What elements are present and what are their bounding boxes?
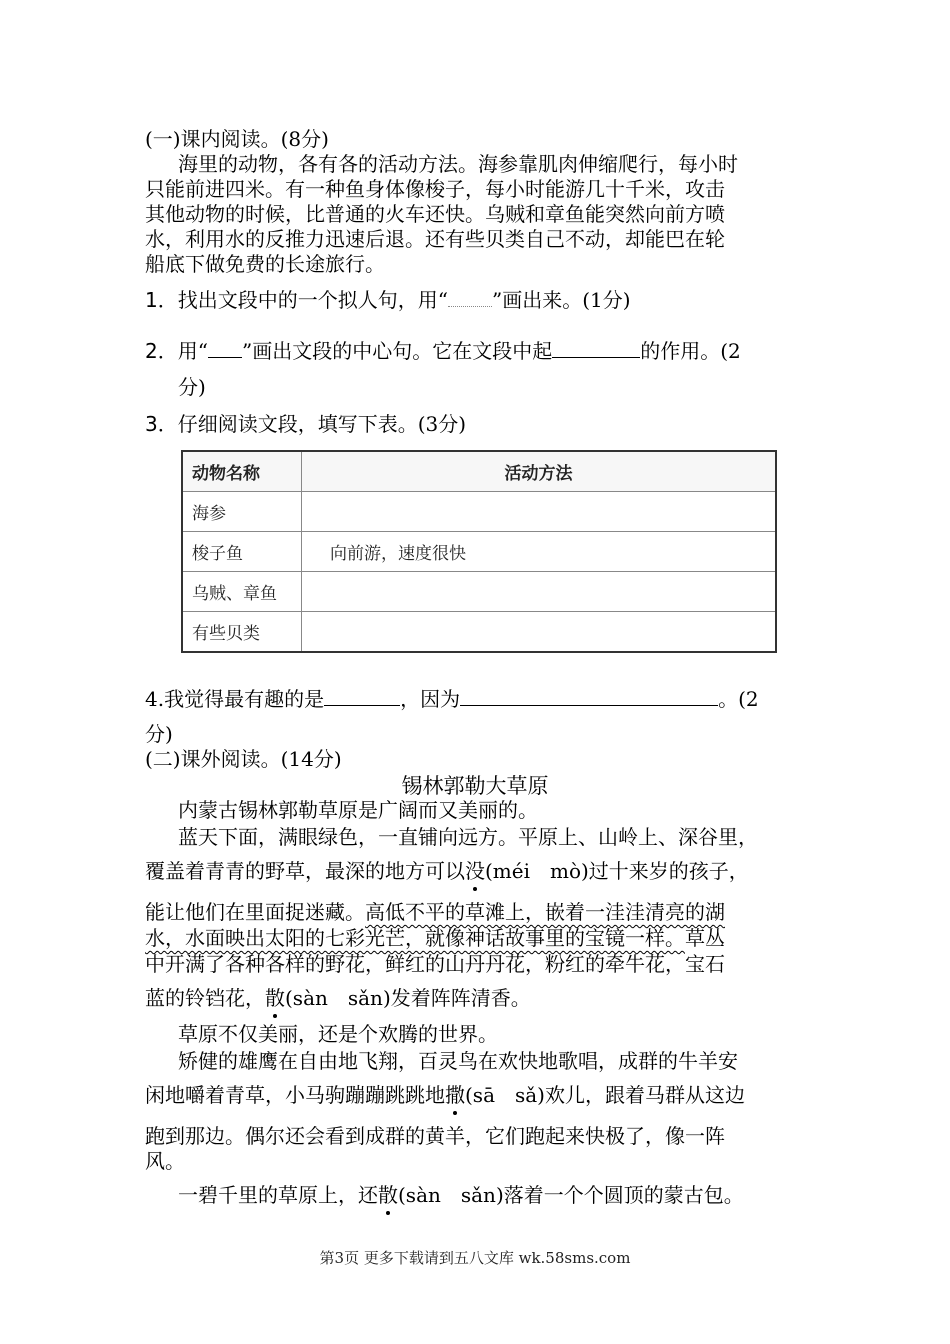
question-2: 2．用“ ”画出文段的中心句。它在文段中起 的作用。(2	[145, 339, 741, 363]
article-title: 锡林郭勒大草原	[401, 774, 549, 798]
paragraph-line: 中开满了各种各样的野花，鲜红的山丹丹花，粉红的牵牛花，宝石	[145, 952, 725, 976]
passage-line: 水，利用水的反推力迅速后退。还有些贝类自己不动，却能巴在轮	[145, 227, 725, 251]
table-row	[182, 612, 776, 653]
paragraph-line: 闲地嚼着青草，小马驹蹦蹦跳跳地撒(sā sǎ)欢儿，跟着马群从这边	[145, 1083, 745, 1107]
wavy-underlined-text: 水，水面映出太阳的七彩光芒，就像神话故事里的宝镜一样。	[145, 926, 685, 950]
question-4: 4.我觉得最有趣的是 ，因为 。(2	[145, 687, 759, 711]
passage-line: 船底下做免费的长途旅行。	[145, 252, 385, 276]
table-row	[182, 572, 776, 612]
dotted-character: 没	[465, 859, 485, 883]
answer-blank[interactable]	[460, 687, 718, 706]
paragraph-line: 矫健的雄鹰在自由地飞翔，百灵鸟在欢快地歌唱，成群的牛羊安	[178, 1049, 738, 1073]
question-4-tail: 分)	[145, 722, 173, 746]
question-number: 2．	[145, 339, 178, 363]
dotted-character: 散	[265, 986, 285, 1010]
paragraph-line: 风。	[145, 1149, 185, 1173]
table-header-row	[182, 451, 776, 492]
table-row	[182, 492, 776, 532]
paragraph-line: 蓝天下面，满眼绿色，一直铺向远方。平原上、山岭上、深谷里，	[178, 825, 758, 849]
section2-heading: (二)课外阅读。(14分)	[145, 747, 342, 771]
table-header: 活动方法	[302, 451, 777, 492]
passage-line: 海里的动物，各有各的活动方法。海参靠肌肉伸缩爬行，每小时	[178, 152, 738, 176]
table-cell: 梭子鱼	[182, 532, 302, 572]
paragraph-line: 蓝的铃铛花，散(sàn sǎn)发着阵阵清香。	[145, 986, 531, 1010]
paragraph-line: 覆盖着青青的野草，最深的地方可以没(méi mò)过十来岁的孩子，	[145, 859, 749, 883]
table-cell: 乌贼、章鱼	[182, 572, 302, 612]
animal-table	[181, 450, 777, 653]
dotted-character: 散	[378, 1183, 398, 1207]
question-1: 1．找出文段中的一个拟人句，用“ ”画出来。(1分)	[145, 288, 631, 312]
paragraph-line: 水，水面映出太阳的七彩光芒，就像神话故事里的宝镜一样。草丛	[145, 926, 725, 950]
question-number: 3．	[145, 412, 178, 436]
straight-line-blank[interactable]	[208, 339, 242, 358]
paragraph-line: 一碧千里的草原上，还散(sàn sǎn)落着一个个圆顶的蒙古包。	[178, 1183, 744, 1207]
answer-blank[interactable]	[324, 687, 400, 706]
paragraph-line: 跑到那边。偶尔还会看到成群的黄羊，它们跑起来快极了，像一阵	[145, 1124, 725, 1148]
question-number: 1．	[145, 288, 178, 312]
question-3: 3．仔细阅读文段，填写下表。(3分)	[145, 412, 467, 436]
table-cell[interactable]	[302, 492, 777, 532]
dotted-character: 撒	[445, 1083, 465, 1107]
table-cell[interactable]	[302, 612, 777, 653]
answer-blank[interactable]	[552, 339, 640, 358]
table-cell: 有些贝类	[182, 612, 302, 653]
passage-line: 其他动物的时候，比普通的火车还快。乌贼和章鱼能突然向前方喷	[145, 202, 725, 226]
wavy-underlined-text: 高低不平的草滩上，嵌着一洼洼清亮的湖	[365, 900, 725, 924]
wavy-line-blank[interactable]	[448, 296, 492, 307]
table-cell[interactable]	[302, 572, 777, 612]
paragraph-line: 能让他们在里面捉迷藏。高低不平的草滩上，嵌着一洼洼清亮的湖	[145, 900, 725, 924]
paragraph-line: 草原不仅美丽，还是个欢腾的世界。	[178, 1022, 498, 1046]
question-2-tail: 分)	[178, 375, 206, 399]
table-cell: 向前游，速度很快	[302, 532, 777, 572]
page-footer: 第3页 更多下载请到五八文库 wk.58sms.com	[319, 1249, 631, 1267]
section1-heading: (一)课内阅读。(8分)	[145, 127, 329, 151]
table-cell: 海参	[182, 492, 302, 532]
table-row	[182, 532, 776, 572]
table-header: 动物名称	[182, 451, 302, 492]
passage-line: 只能前进四米。有一种鱼身体像梭子，每小时能游几十千米，攻击	[145, 177, 725, 201]
paragraph-line: 内蒙古锡林郭勒草原是广阔而又美丽的。	[178, 798, 538, 822]
